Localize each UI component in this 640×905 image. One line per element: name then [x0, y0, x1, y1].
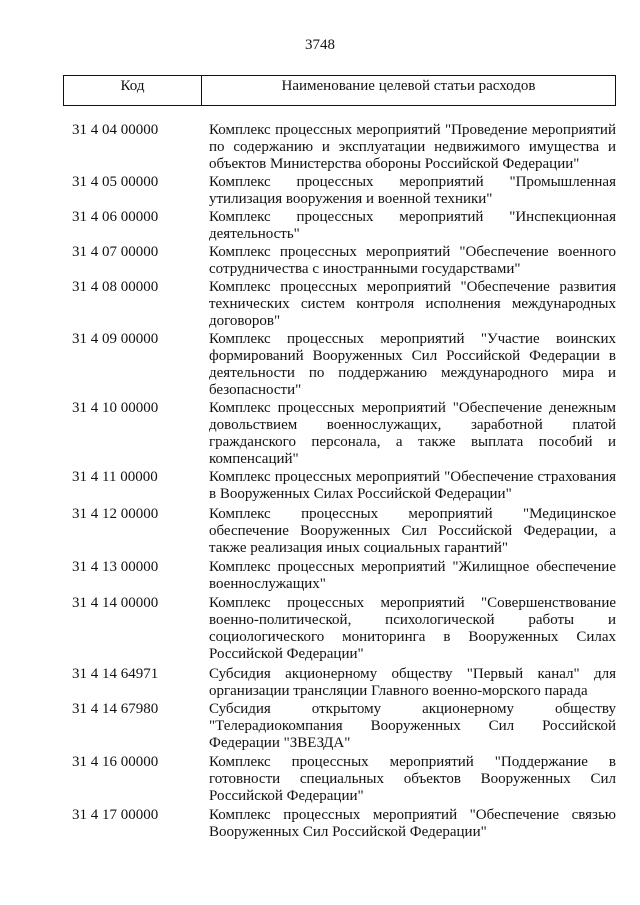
table-row: [0, 244, 640, 279]
table-row: [0, 559, 640, 595]
row-code: 31 4 04 00000: [72, 122, 159, 138]
row-code: 31 4 17 00000: [72, 807, 159, 823]
row-name: Комплекс процессных мероприятий "Обеспечение денежным довольствием военнослужащих, заработной платой гражданского персонала, а также выплата пособий и компенсаций": [209, 400, 616, 467]
row-code: 31 4 13 00000: [72, 559, 159, 575]
page-number: 3748: [305, 37, 335, 53]
row-code: 31 4 14 64971: [72, 666, 159, 682]
row-name: Комплекс процессных мероприятий "Обеспечение военного сотрудничества с иностранными государствами": [209, 244, 616, 277]
row-code: 31 4 16 00000: [72, 754, 159, 770]
table-row: [0, 666, 640, 701]
row-code: 31 4 12 00000: [72, 506, 159, 522]
table-row: [0, 595, 640, 666]
table-row: [0, 754, 640, 807]
row-name: Комплекс процессных мероприятий "Жилищное обеспечение военнослужащих": [209, 559, 616, 592]
table-row: [0, 469, 640, 506]
row-name: Комплекс процессных мероприятий "Обеспечение страхования в Вооруженных Силах Российской Федерации": [209, 469, 616, 502]
table-row: [0, 279, 640, 331]
row-name: Комплекс процессных мероприятий "Обеспечение связью Вооруженных Сил Российской Федерации": [209, 807, 616, 840]
row-name: Комплекс процессных мероприятий "Медицинское обеспечение Вооруженных Сил Российской Федерации, а также реализация иных социальных гарантий": [209, 506, 616, 556]
header-code: Код: [64, 76, 202, 105]
table-row: [0, 701, 640, 754]
row-code: 31 4 06 00000: [72, 209, 159, 225]
row-name: Субсидия открытому акционерному обществу "Телерадиокомпания Вооруженных Сил Российской Федерации "ЗВЕЗДА": [209, 701, 616, 751]
row-name: Комплекс процессных мероприятий "Проведение мероприятий по содержанию и эксплуатации недвижимого имущества и объектов Министерства обороны Российской Федерации": [209, 122, 616, 172]
row-name: Комплекс процессных мероприятий "Обеспечение развития технических систем контроля исполнения международных договоров": [209, 279, 616, 329]
row-code: 31 4 11 00000: [72, 469, 158, 485]
row-code: 31 4 09 00000: [72, 331, 159, 347]
table-row: [0, 400, 640, 469]
table-row: [0, 807, 640, 843]
row-name: Комплекс процессных мероприятий "Поддержание в готовности специальных объектов Вооруженных Сил Российской Федерации": [209, 754, 616, 804]
table-row: [0, 122, 640, 174]
row-code: 31 4 07 00000: [72, 244, 159, 260]
row-code: 31 4 05 00000: [72, 174, 159, 190]
table-row: [0, 331, 640, 400]
row-name: Субсидия акционерному обществу "Первый канал" для организации трансляции Главного военно-морского парада: [209, 666, 616, 699]
row-code: 31 4 14 00000: [72, 595, 159, 611]
row-code: 31 4 10 00000: [72, 400, 159, 416]
row-name: Комплекс процессных мероприятий "Совершенствование военно-политической, психологической работы и социологического мониторинга в Вооруженных Силах Российской Федерации": [209, 595, 616, 662]
table-row: [0, 174, 640, 209]
row-code: 31 4 08 00000: [72, 279, 159, 295]
table-header: [63, 75, 616, 106]
row-name: Комплекс процессных мероприятий "Инспекционная деятельность": [209, 209, 616, 242]
table-row: [0, 506, 640, 559]
header-name: Наименование целевой статьи расходов: [281, 78, 536, 94]
row-name: Комплекс процессных мероприятий "Промышленная утилизация вооружения и военной техники": [209, 174, 616, 207]
table-body: [0, 122, 640, 843]
table-row: [0, 209, 640, 244]
row-name: Комплекс процессных мероприятий "Участие воинских формирований Вооруженных Сил Российской Федерации в деятельности по поддержанию международного мира и безопасности": [209, 331, 616, 398]
row-code: 31 4 14 67980: [72, 701, 159, 717]
